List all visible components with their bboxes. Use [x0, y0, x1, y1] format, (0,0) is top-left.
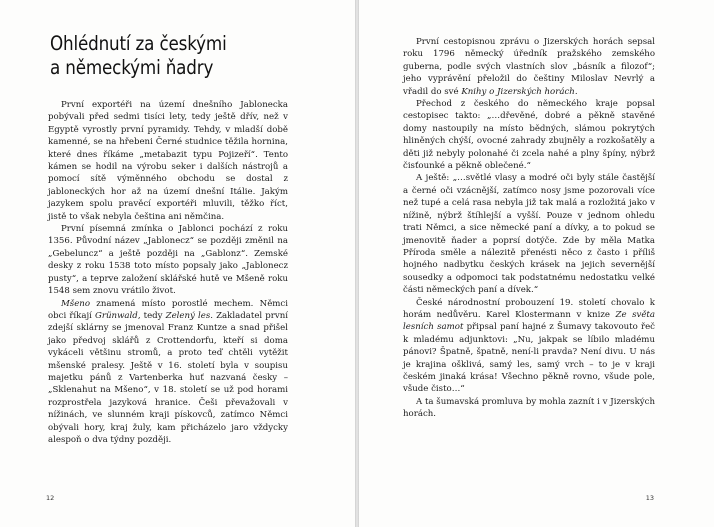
chapter-title	[50, 32, 227, 80]
italic-book-title: Knihy o Jizerských horách	[461, 86, 575, 97]
text-run: .	[574, 86, 578, 97]
page-number-left: 12	[46, 494, 55, 502]
chapter-title-line-1: Ohlédnutí za českými	[50, 32, 227, 55]
right-body-text	[403, 36, 655, 421]
italic-term: Zelený les	[165, 310, 211, 321]
right-page	[359, 0, 714, 527]
page-number-right: 13	[645, 494, 654, 502]
italic-term: Grünwald	[95, 310, 138, 321]
paragraph: A ta šumavská promluva by mohla zaznít i v Jizerských horách.	[403, 396, 655, 420]
paragraph: Přechod z českého do německého kraje popsal cestopisec takto: „…dřevěné, dobré a pěkně stavěné domy nastoupily na místo bědných, slámou pokrytých hliněných chýší, ovocné zahrady zbujněly a rozkošatěly a děti již nebyly polonahé či zcela nahé a plny špíny, nýbrž čisťounké a pěkně oblečené.“	[403, 99, 655, 172]
italic-term: Mšeno	[61, 298, 91, 309]
paragraph: První písemná zmínka o Jablonci pochází z roku 1356. Původní název „Jablonecz“ se později změnil na „Gebeluncz“ a ještě později na „Gablonz“. Zemské desky z roku 1538 toto místo popsaly jako „Jablonecz pusty“, a teprve založení sklářské hutě ve Mšeně roku 1548 sem znovu vrátilo život.	[48, 224, 288, 297]
paragraph	[48, 298, 288, 447]
text-run: znamená místo porostlé mechem. Němci obci říkají	[48, 298, 288, 321]
paragraph	[403, 297, 655, 396]
paragraph: A ještě: „…světlé vlasy a modré oči byly stále častější a černé oči vzácnější, zatímco nosy jsme pozorovali více než tupé a celá rasa nebyla již tak malá a rozložitá jako v nížině, nýbrž štíhlejší a vyšší. Pouze v jednom ohledu trati Němci, a sice německé paní a dívky, a to pokud se jmenovitě ňader a poprsí dotýče. Zde by měla Matka Příroda směle a nálezitě přenésti něco z často i příliš hojného nadbytku českých krásek na jejich severnější sousedky a odpomoci tak podstatnému nedostatku velké části německých paní a dívek.“	[403, 173, 655, 296]
paragraph	[403, 36, 655, 98]
left-body-text	[48, 99, 288, 446]
text-run: České národnostní probouzení 19. století chovalo k horám nedůvěru. Karel Klostermann v knize	[403, 297, 655, 320]
left-page	[0, 0, 355, 527]
text-run: První cestopisnou zprávu o Jizerských horách sepsal roku 1796 německý úředník pražského zemského guberna, podle svých vlastních slov „básník a filozof“; jeho vyprávění přeložil do češtiny Miloslav Nevrlý a vřadil do své	[403, 37, 655, 97]
text-run: . Zakladatel první zdejší sklárny se jmenoval Franz Kuntze a snad přišel jako předvoj sklářů z Crottendorfu, kteří si doma vykáceli většinu stromů, a proto teď chtěli vytěžit mšenské pralesy. Ještě v 16. století byla v soupisu majetku pánů z Vartenberka huť nazvaná česky – „Sklenahut na Mšeno“, v 18. století se už pod horami rozprostřela jazyková hranice. Češi převažovali v nížinách, ve slunném kraji pískovců, zatímco Němci obývali hory, kraj žuly, kam přicházelo jaro vždycky alespoň o dva týdny později.	[48, 310, 288, 445]
paragraph: První exportéři na území dnešního Jablonecka pobývali před sedmi tisíci lety, tedy ještě dřív, než v Egyptě vyrostly první pyramidy. Tehdy, v mladší době kamenné, se na hřebeni Černé studnice těžila hornina, které dnes říkáme „metabazit typu Pojizeří“. Tento kámen se hodil na výrobu seker i dalších nástrojů a pomocí sítě výměnného obchodu se dostal z jabloneckých hor až na území dnešní Itálie. Jakým jazykem spolu pravěcí exportéři mluvili, těžko říct, jistě to však nebyla čeština ani němčina.	[48, 100, 288, 222]
text-run: , tedy	[137, 310, 166, 321]
text-run: připsal paní hajné z Šumavy takovouto řeč k mladému adjunktovi: „Nu, jakpak se líbilo mladému pánovi? Špatně, špatně, není-li pravda? Není divu. U nás je krajina ošklivá, samý les, samý vrch – to je v kraji českém jinaká krása! Všechno pěkně rovno, všude pole, všude čisto…“	[403, 322, 655, 395]
italic-book-title: Ze světa lesních samot	[403, 309, 656, 333]
chapter-title-line-2: a německými ňadry	[50, 56, 214, 79]
